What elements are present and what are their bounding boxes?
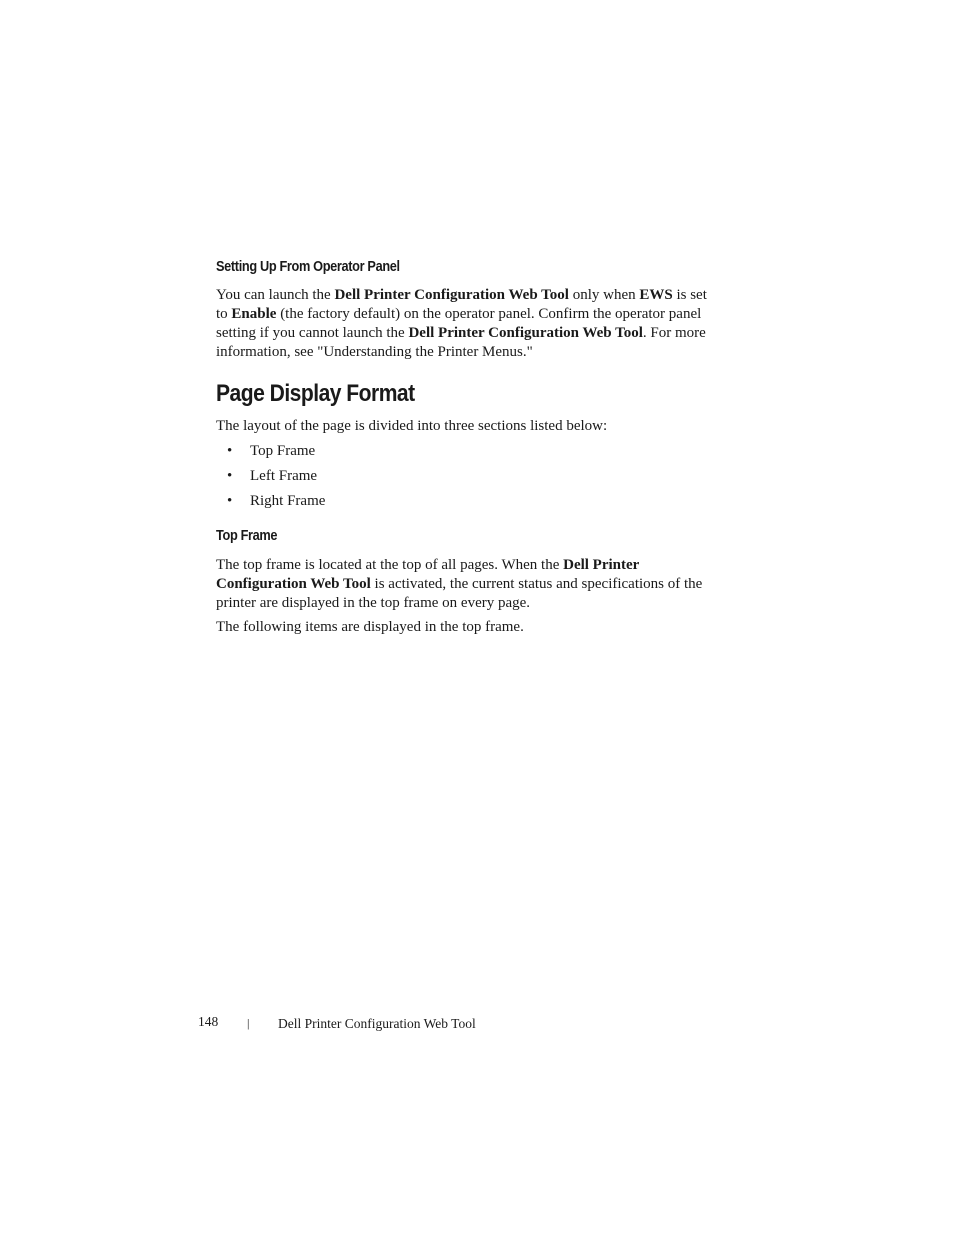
section-heading-setting-up: Setting Up From Operator Panel: [216, 259, 400, 275]
page-footer: [0, 1014, 954, 1036]
list-item: • Top Frame: [216, 440, 325, 465]
section-heading-top-frame: Top Frame: [216, 528, 278, 544]
list-item: • Right Frame: [216, 490, 325, 515]
paragraph-top-frame-items: The following items are displayed in the top frame.: [216, 619, 524, 635]
footer-separator: |: [247, 1016, 250, 1030]
frame-list: [216, 440, 325, 515]
bullet-icon: •: [227, 468, 233, 484]
paragraph-top-frame: The top frame is located at the top of all pages. When the Dell Printer Configuration Web Tool is activated, the current status and specifications of the printer are displayed in the top frame on every page.: [216, 557, 703, 611]
list-item: • Left Frame: [216, 465, 325, 490]
paragraph-layout-intro: The layout of the page is divided into three sections listed below:: [216, 418, 608, 434]
paragraph-setting-up: You can launch the Dell Printer Configuration Web Tool only when EWS is set to Enable (the factory default) on the operator panel. Confirm the operator panel setting if you cannot launch the Dell Printer Configuration Web Tool. For more information, see "Understanding the Printer Menus.": [216, 287, 707, 360]
bullet-icon: •: [227, 493, 233, 509]
footer-title: Dell Printer Configuration Web Tool: [278, 1016, 476, 1031]
page-number: 148: [198, 1014, 219, 1029]
section-heading-page-display-format: Page Display Format: [216, 380, 415, 407]
bullet-icon: •: [227, 443, 233, 459]
